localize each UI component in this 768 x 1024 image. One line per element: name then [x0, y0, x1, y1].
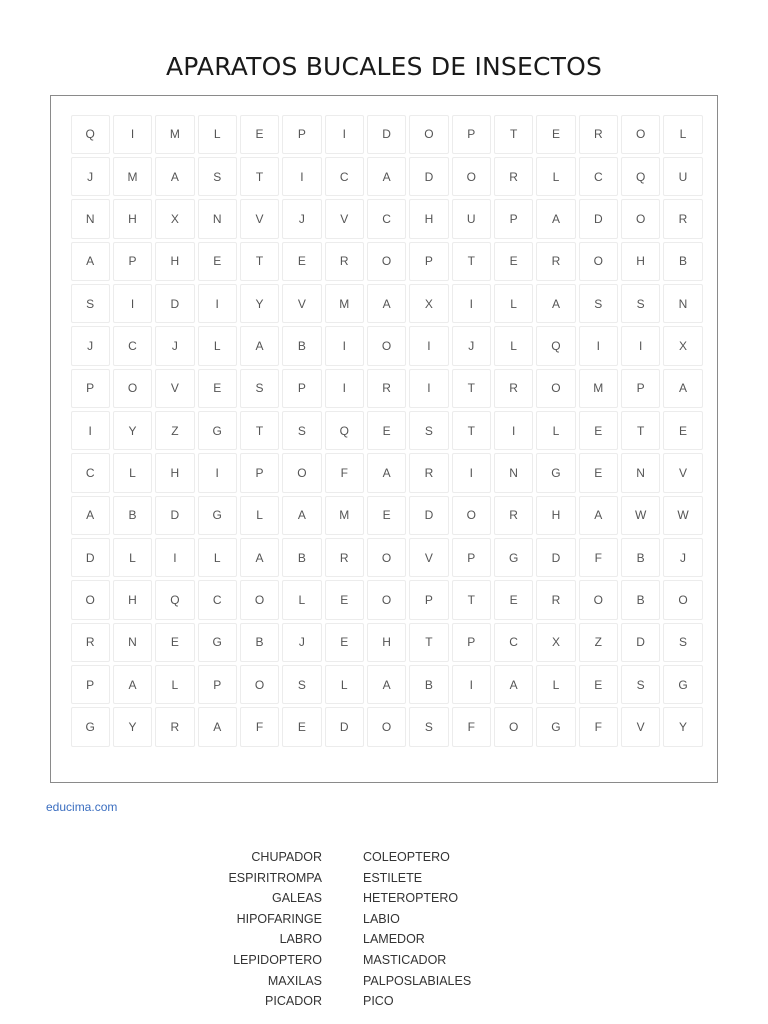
grid-cell[interactable]: A	[367, 665, 406, 704]
grid-cell[interactable]: L	[494, 326, 533, 365]
word-list-item: LAMEDOR	[363, 932, 425, 947]
grid-cell[interactable]: I	[325, 115, 364, 154]
grid-cell[interactable]: V	[409, 538, 448, 577]
grid-cell[interactable]: L	[113, 538, 152, 577]
grid-cell[interactable]: F	[452, 707, 491, 746]
grid-cell[interactable]: E	[536, 115, 575, 154]
grid-cell[interactable]: O	[367, 326, 406, 365]
grid-cell[interactable]: G	[536, 707, 575, 746]
grid-cell[interactable]: O	[452, 157, 491, 196]
grid-cell[interactable]: O	[240, 665, 279, 704]
word-list-right	[363, 847, 523, 1012]
grid-cell[interactable]: Q	[155, 580, 194, 619]
grid-cell[interactable]: L	[198, 115, 237, 154]
grid-cell[interactable]: A	[367, 284, 406, 323]
grid-cell[interactable]: A	[155, 157, 194, 196]
grid-cell[interactable]: P	[621, 369, 660, 408]
grid-cell[interactable]: F	[240, 707, 279, 746]
grid-cell[interactable]: P	[452, 538, 491, 577]
grid-cell[interactable]: P	[71, 369, 110, 408]
grid-cell[interactable]: M	[113, 157, 152, 196]
grid-cell[interactable]: I	[452, 453, 491, 492]
grid-cell[interactable]: R	[494, 496, 533, 535]
grid-cell[interactable]: P	[240, 453, 279, 492]
word-search-grid	[69, 113, 704, 748]
grid-cell[interactable]: S	[579, 284, 618, 323]
grid-cell[interactable]: T	[409, 623, 448, 662]
grid-cell[interactable]: D	[325, 707, 364, 746]
grid-cell[interactable]: N	[71, 199, 110, 238]
grid-cell[interactable]: H	[155, 453, 194, 492]
grid-cell[interactable]: Z	[579, 623, 618, 662]
grid-cell[interactable]: A	[71, 242, 110, 281]
grid-cell[interactable]: L	[113, 453, 152, 492]
word-list-item: HIPOFARINGE	[236, 911, 322, 926]
grid-cell[interactable]: H	[409, 199, 448, 238]
grid-cell[interactable]: L	[325, 665, 364, 704]
grid-cell[interactable]: P	[282, 369, 321, 408]
grid-cell[interactable]: J	[282, 623, 321, 662]
grid-cell[interactable]: J	[71, 157, 110, 196]
grid-cell[interactable]: O	[621, 115, 660, 154]
grid-cell[interactable]: N	[198, 199, 237, 238]
grid-cell[interactable]: E	[579, 411, 618, 450]
grid-cell[interactable]: G	[494, 538, 533, 577]
grid-cell[interactable]: Q	[325, 411, 364, 450]
grid-cell[interactable]: D	[155, 496, 194, 535]
grid-cell[interactable]: X	[663, 326, 702, 365]
grid-cell[interactable]: E	[579, 665, 618, 704]
grid-cell[interactable]: I	[325, 326, 364, 365]
grid-cell[interactable]: S	[198, 157, 237, 196]
grid-cell[interactable]: E	[579, 453, 618, 492]
grid-cell[interactable]: L	[155, 665, 194, 704]
word-list-item: LEPIDOPTERO	[233, 952, 322, 967]
grid-cell[interactable]: H	[155, 242, 194, 281]
grid-cell[interactable]: P	[71, 665, 110, 704]
grid-cell[interactable]: G	[71, 707, 110, 746]
word-search-frame	[50, 95, 718, 783]
grid-cell[interactable]: I	[494, 411, 533, 450]
grid-cell[interactable]: C	[325, 157, 364, 196]
grid-cell[interactable]: N	[621, 453, 660, 492]
grid-cell[interactable]: A	[367, 453, 406, 492]
grid-cell[interactable]: T	[494, 115, 533, 154]
grid-cell[interactable]: C	[198, 580, 237, 619]
grid-cell[interactable]: S	[409, 411, 448, 450]
grid-cell[interactable]: E	[325, 623, 364, 662]
grid-cell[interactable]: B	[240, 623, 279, 662]
word-list-item: LABIO	[363, 911, 400, 926]
word-list-item: LABRO	[279, 932, 322, 947]
grid-cell[interactable]: J	[663, 538, 702, 577]
grid-cell[interactable]: V	[621, 707, 660, 746]
word-list-item: MASTICADOR	[363, 952, 447, 967]
grid-cell[interactable]: F	[325, 453, 364, 492]
grid-cell[interactable]: R	[663, 199, 702, 238]
grid-cell[interactable]: R	[155, 707, 194, 746]
grid-cell[interactable]: O	[367, 538, 406, 577]
grid-cell[interactable]: I	[621, 326, 660, 365]
grid-cell[interactable]: S	[282, 665, 321, 704]
grid-cell[interactable]: T	[452, 242, 491, 281]
grid-cell[interactable]: I	[198, 453, 237, 492]
grid-cell[interactable]: I	[198, 284, 237, 323]
grid-cell[interactable]: Y	[240, 284, 279, 323]
grid-cell[interactable]: T	[621, 411, 660, 450]
word-list-item: ESTILETE	[363, 870, 423, 885]
grid-cell[interactable]: V	[663, 453, 702, 492]
grid-cell[interactable]: L	[240, 496, 279, 535]
grid-cell[interactable]: N	[494, 453, 533, 492]
grid-cell[interactable]: O	[367, 580, 406, 619]
grid-cell[interactable]: A	[240, 538, 279, 577]
grid-cell[interactable]: O	[663, 580, 702, 619]
grid-cell[interactable]: V	[155, 369, 194, 408]
grid-cell[interactable]: I	[579, 326, 618, 365]
grid-cell[interactable]: D	[579, 199, 618, 238]
grid-cell[interactable]: L	[663, 115, 702, 154]
grid-cell[interactable]: B	[282, 538, 321, 577]
grid-cell[interactable]: B	[282, 326, 321, 365]
grid-cell[interactable]: O	[367, 242, 406, 281]
grid-cell[interactable]: E	[198, 242, 237, 281]
grid-cell[interactable]: I	[325, 369, 364, 408]
grid-cell[interactable]: A	[536, 199, 575, 238]
grid-cell[interactable]: I	[452, 665, 491, 704]
grid-cell[interactable]: E	[198, 369, 237, 408]
grid-cell[interactable]: C	[71, 453, 110, 492]
word-list-item: PICADOR	[265, 994, 322, 1009]
grid-cell[interactable]: R	[579, 115, 618, 154]
grid-cell[interactable]: S	[621, 665, 660, 704]
grid-cell[interactable]: H	[621, 242, 660, 281]
grid-cell[interactable]: P	[409, 242, 448, 281]
grid-cell[interactable]: H	[113, 580, 152, 619]
grid-cell[interactable]: G	[663, 665, 702, 704]
grid-cell[interactable]: R	[409, 453, 448, 492]
grid-cell[interactable]: L	[198, 538, 237, 577]
grid-cell[interactable]: D	[367, 115, 406, 154]
word-list-item: CHUPADOR	[251, 850, 322, 864]
grid-cell[interactable]: W	[621, 496, 660, 535]
grid-cell[interactable]: J	[282, 199, 321, 238]
grid-cell[interactable]: D	[155, 284, 194, 323]
word-list-item: PICO	[363, 994, 394, 1009]
grid-cell[interactable]: L	[494, 284, 533, 323]
grid-cell[interactable]: D	[409, 496, 448, 535]
grid-cell[interactable]: A	[367, 157, 406, 196]
grid-cell[interactable]: U	[663, 157, 702, 196]
grid-cell[interactable]: R	[536, 242, 575, 281]
grid-cell[interactable]: M	[325, 496, 364, 535]
grid-cell[interactable]: O	[579, 242, 618, 281]
grid-cell[interactable]: T	[240, 411, 279, 450]
grid-cell[interactable]: T	[452, 580, 491, 619]
word-list-item: HETEROPTERO	[363, 891, 459, 906]
grid-cell[interactable]: S	[663, 623, 702, 662]
grid-cell[interactable]: E	[367, 496, 406, 535]
grid-cell[interactable]: R	[325, 538, 364, 577]
grid-cell[interactable]: B	[621, 580, 660, 619]
grid-cell[interactable]: A	[579, 496, 618, 535]
grid-cell[interactable]: X	[155, 199, 194, 238]
grid-cell[interactable]: L	[198, 326, 237, 365]
grid-cell[interactable]: A	[113, 665, 152, 704]
grid-cell[interactable]: Y	[113, 707, 152, 746]
grid-cell[interactable]: E	[494, 580, 533, 619]
grid-cell[interactable]: S	[71, 284, 110, 323]
grid-cell[interactable]: Q	[621, 157, 660, 196]
grid-cell[interactable]: V	[282, 284, 321, 323]
grid-cell[interactable]: I	[409, 369, 448, 408]
grid-cell[interactable]: O	[113, 369, 152, 408]
grid-cell[interactable]: O	[621, 199, 660, 238]
grid-cell[interactable]: W	[663, 496, 702, 535]
word-list-item: PALPOSLABIALES	[363, 973, 472, 988]
grid-cell[interactable]: M	[325, 284, 364, 323]
grid-cell[interactable]: Q	[71, 115, 110, 154]
grid-cell[interactable]: I	[113, 115, 152, 154]
grid-cell[interactable]: S	[240, 369, 279, 408]
grid-cell[interactable]: I	[155, 538, 194, 577]
grid-cell[interactable]: T	[452, 411, 491, 450]
grid-cell[interactable]: T	[452, 369, 491, 408]
grid-cell[interactable]: V	[325, 199, 364, 238]
grid-cell[interactable]: C	[494, 623, 533, 662]
grid-cell[interactable]: A	[282, 496, 321, 535]
grid-cell[interactable]: A	[663, 369, 702, 408]
grid-cell[interactable]: N	[663, 284, 702, 323]
grid-cell[interactable]: N	[113, 623, 152, 662]
grid-cell[interactable]: L	[282, 580, 321, 619]
grid-cell[interactable]: D	[71, 538, 110, 577]
grid-cell[interactable]: O	[536, 369, 575, 408]
grid-cell[interactable]: P	[452, 623, 491, 662]
grid-cell[interactable]: R	[536, 580, 575, 619]
word-list-item: COLEOPTERO	[363, 850, 450, 864]
grid-cell[interactable]: J	[71, 326, 110, 365]
grid-cell[interactable]: D	[621, 623, 660, 662]
grid-cell[interactable]: I	[282, 157, 321, 196]
grid-cell[interactable]: P	[113, 242, 152, 281]
grid-cell[interactable]: R	[367, 369, 406, 408]
grid-cell[interactable]: P	[282, 115, 321, 154]
grid-cell[interactable]: O	[409, 115, 448, 154]
grid-cell[interactable]: O	[579, 580, 618, 619]
grid-cell[interactable]: O	[282, 453, 321, 492]
grid-cell[interactable]: E	[155, 623, 194, 662]
grid-cell[interactable]: B	[409, 665, 448, 704]
grid-cell[interactable]: Q	[536, 326, 575, 365]
grid-cell[interactable]: Z	[155, 411, 194, 450]
word-list-left	[200, 847, 322, 1012]
grid-cell[interactable]: O	[494, 707, 533, 746]
grid-cell[interactable]: I	[113, 284, 152, 323]
grid-cell[interactable]: H	[113, 199, 152, 238]
grid-cell[interactable]: X	[536, 623, 575, 662]
word-list-item: MAXILAS	[267, 973, 322, 988]
grid-cell[interactable]: I	[71, 411, 110, 450]
grid-cell[interactable]: G	[198, 411, 237, 450]
grid-cell[interactable]: I	[452, 284, 491, 323]
grid-cell[interactable]: T	[240, 157, 279, 196]
grid-cell[interactable]: X	[409, 284, 448, 323]
grid-cell[interactable]: C	[579, 157, 618, 196]
grid-cell[interactable]: L	[536, 665, 575, 704]
grid-cell[interactable]: E	[282, 242, 321, 281]
grid-cell[interactable]: S	[621, 284, 660, 323]
grid-cell[interactable]: H	[367, 623, 406, 662]
grid-cell[interactable]: B	[621, 538, 660, 577]
grid-cell[interactable]: R	[71, 623, 110, 662]
page-title: APARATOS BUCALES DE INSECTOS	[165, 52, 603, 81]
grid-cell[interactable]: O	[71, 580, 110, 619]
grid-cell[interactable]: P	[452, 115, 491, 154]
grid-cell[interactable]: I	[409, 326, 448, 365]
grid-cell[interactable]: A	[536, 284, 575, 323]
grid-cell[interactable]: S	[409, 707, 448, 746]
grid-cell[interactable]: O	[452, 496, 491, 535]
grid-cell[interactable]: P	[198, 665, 237, 704]
grid-cell[interactable]: P	[409, 580, 448, 619]
grid-cell[interactable]: E	[325, 580, 364, 619]
grid-cell[interactable]: Y	[113, 411, 152, 450]
grid-cell[interactable]: V	[240, 199, 279, 238]
grid-cell[interactable]: E	[663, 411, 702, 450]
grid-cell[interactable]: T	[240, 242, 279, 281]
grid-cell[interactable]: F	[579, 707, 618, 746]
grid-cell[interactable]: A	[71, 496, 110, 535]
grid-cell[interactable]: O	[367, 707, 406, 746]
grid-cell[interactable]: M	[155, 115, 194, 154]
grid-cell[interactable]: B	[113, 496, 152, 535]
grid-cell[interactable]: L	[536, 157, 575, 196]
grid-cell[interactable]: E	[282, 707, 321, 746]
grid-cell[interactable]: E	[367, 411, 406, 450]
grid-cell[interactable]: O	[240, 580, 279, 619]
grid-cell[interactable]: A	[198, 707, 237, 746]
grid-cell[interactable]: R	[494, 157, 533, 196]
source-link[interactable]: educima.com	[46, 800, 118, 814]
word-list-item: GALEAS	[271, 891, 322, 906]
grid-cell[interactable]: A	[494, 665, 533, 704]
grid-cell[interactable]: U	[452, 199, 491, 238]
grid-cell[interactable]: C	[367, 199, 406, 238]
grid-cell[interactable]: E	[494, 242, 533, 281]
grid-cell[interactable]: G	[536, 453, 575, 492]
word-list-item: ESPIRITROMPA	[228, 870, 322, 885]
grid-cell[interactable]: D	[409, 157, 448, 196]
grid-cell[interactable]: S	[282, 411, 321, 450]
grid-cell[interactable]: M	[579, 369, 618, 408]
grid-cell[interactable]: J	[452, 326, 491, 365]
grid-cell[interactable]: E	[240, 115, 279, 154]
grid-cell[interactable]: G	[198, 623, 237, 662]
grid-cell[interactable]: L	[536, 411, 575, 450]
grid-cell[interactable]: G	[198, 496, 237, 535]
grid-cell[interactable]: R	[494, 369, 533, 408]
grid-cell[interactable]: J	[155, 326, 194, 365]
grid-cell[interactable]: H	[536, 496, 575, 535]
grid-cell[interactable]: D	[536, 538, 575, 577]
grid-cell[interactable]: R	[325, 242, 364, 281]
grid-cell[interactable]: Y	[663, 707, 702, 746]
grid-cell[interactable]: F	[579, 538, 618, 577]
grid-cell[interactable]: C	[113, 326, 152, 365]
grid-cell[interactable]: B	[663, 242, 702, 281]
grid-cell[interactable]: P	[494, 199, 533, 238]
grid-cell[interactable]: A	[240, 326, 279, 365]
